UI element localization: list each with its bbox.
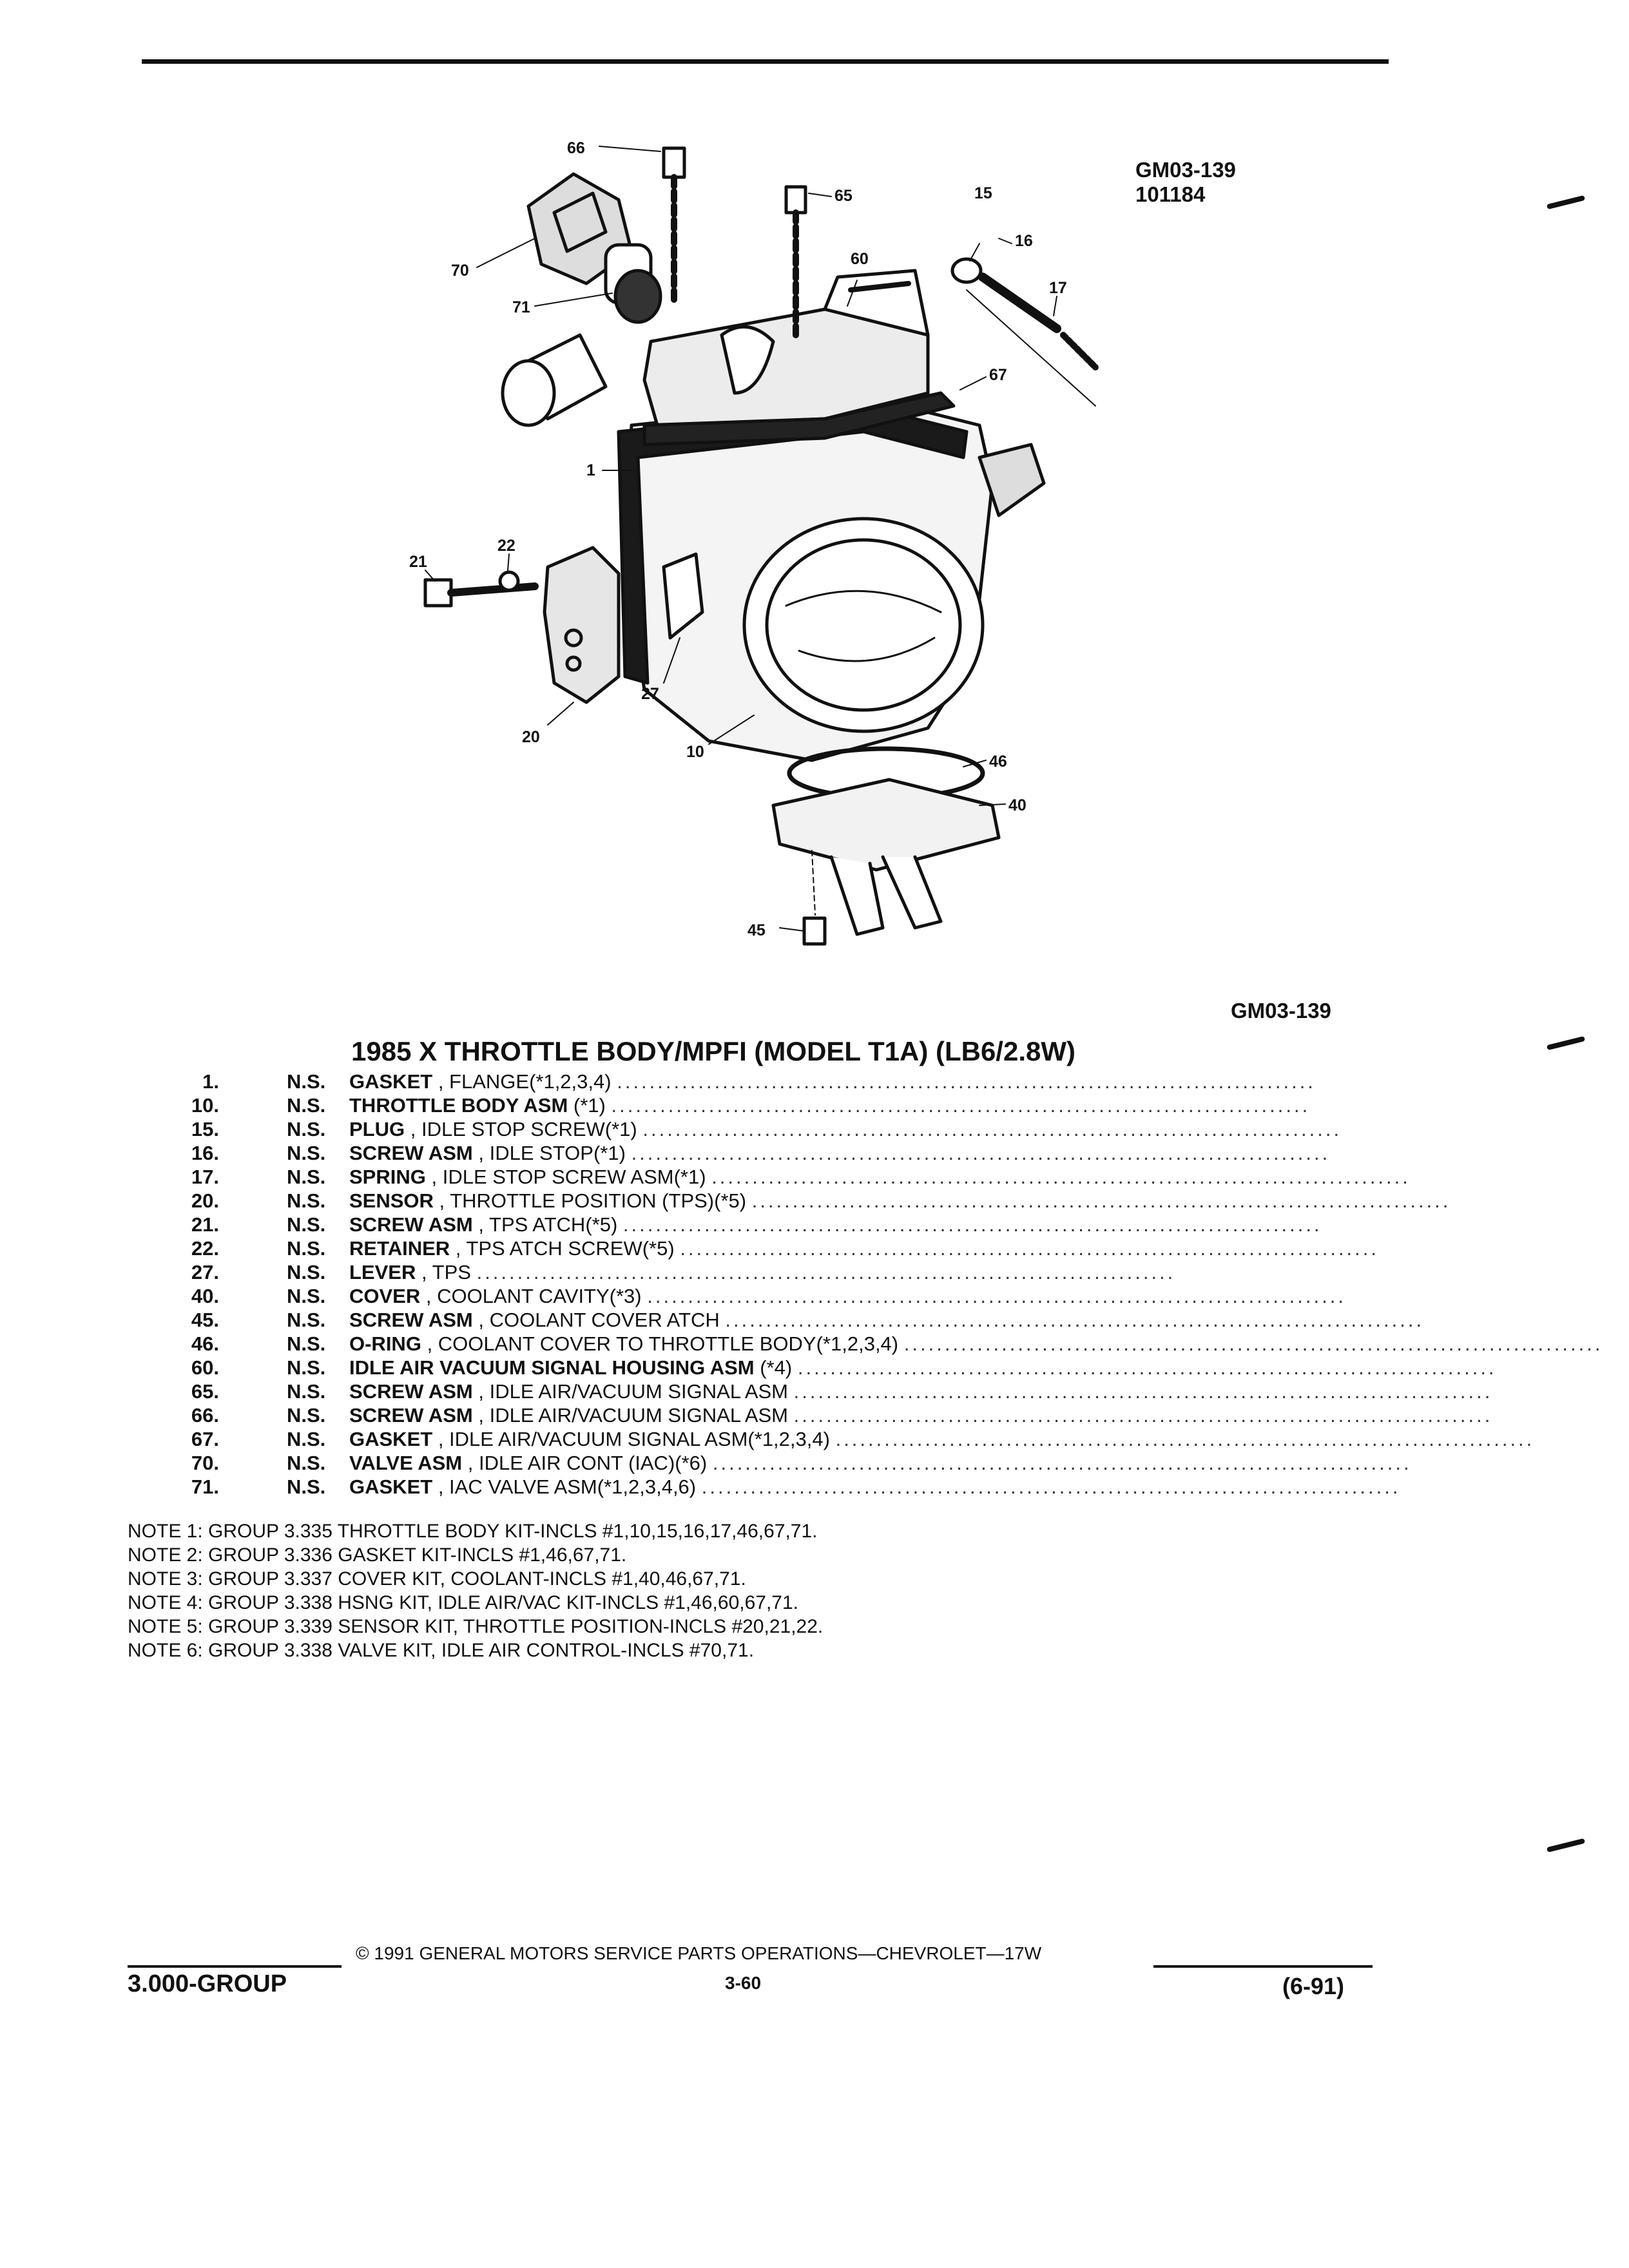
- part-name: GASKET: [349, 1428, 433, 1450]
- part-detail: , COOLANT COVER TO THROTTLE BODY(*1,2,3,4): [427, 1332, 899, 1355]
- part-detail: , COOLANT CAVITY(*3): [425, 1285, 642, 1307]
- callout-65: 65: [834, 187, 853, 205]
- callout-17: 17: [1049, 279, 1067, 297]
- part-row: 22. N.S. RETAINER , TPS ATCH SCREW(*5) ......................................................................................: [191, 1237, 1380, 1260]
- page-number: 3-60: [725, 1973, 762, 1993]
- callout-70: 70: [451, 262, 469, 280]
- part-row: 21. N.S. SCREW ASM , TPS ATCH(*5) ......................................................................................: [191, 1213, 1322, 1236]
- part-name: SCREW ASM: [349, 1309, 473, 1331]
- part-row: 27. N.S. LEVER , TPS ......................................................................................: [191, 1261, 1176, 1283]
- footer-rule-left: [128, 1965, 342, 1968]
- part-name: SCREW ASM: [349, 1213, 473, 1236]
- part-detail: , IDLE AIR/VACUUM SIGNAL ASM(*1,2,3,4): [438, 1428, 830, 1450]
- part-name: SCREW ASM: [349, 1142, 473, 1164]
- part-name: GASKET: [349, 1475, 433, 1498]
- part-detail: , FLANGE(*1,2,3,4): [438, 1070, 612, 1093]
- part-detail: , IAC VALVE ASM(*1,2,3,4,6): [438, 1475, 697, 1498]
- callout-45: 45: [747, 921, 766, 939]
- figure-reference: [1135, 158, 1236, 207]
- part-name: SCREW ASM: [349, 1404, 473, 1427]
- part-name: SPRING: [349, 1166, 426, 1188]
- part-name: RETAINER: [349, 1237, 450, 1260]
- part-row: 66. N.S. SCREW ASM , IDLE AIR/VACUUM SIGNAL ASM ......................................................................................: [191, 1404, 1493, 1427]
- callout-66: 66: [567, 139, 585, 157]
- callout-71: 71: [512, 298, 530, 316]
- callout-46: 46: [989, 753, 1007, 771]
- part-row: 60. N.S. IDLE AIR VACUUM SIGNAL HOUSING ASM (*4) ......................................................................................: [191, 1356, 1497, 1379]
- callout-67: 67: [989, 366, 1007, 384]
- part-detail: , TPS ATCH SCREW(*5): [455, 1237, 675, 1260]
- callout-10: 10: [686, 743, 704, 761]
- part-name: IDLE AIR VACUUM SIGNAL HOUSING ASM: [349, 1356, 755, 1379]
- part-row: 15. N.S. PLUG , IDLE STOP SCREW(*1) ......................................................................................: [191, 1118, 1342, 1140]
- figure-reference-bottom: GM03-139: [1231, 999, 1331, 1023]
- copyright-line: © 1991 GENERAL MOTORS SERVICE PARTS OPERATIONS—CHEVROLET—17W: [356, 1943, 1042, 1963]
- binder-mark: [1547, 1838, 1585, 1852]
- group-label: 3.000-GROUP: [128, 1970, 287, 1997]
- exploded-view-illustration: [361, 122, 1095, 960]
- part-row: 40. N.S. COVER , COOLANT CAVITY(*3) ......................................................................................: [191, 1285, 1346, 1307]
- ref-number: 101184: [1135, 182, 1206, 206]
- part-detail: , COOLANT COVER ATCH: [478, 1309, 720, 1331]
- callout-60: 60: [851, 250, 869, 268]
- part-name: SCREW ASM: [349, 1380, 473, 1403]
- part-name: O-RING: [349, 1332, 421, 1355]
- part-row: 65. N.S. SCREW ASM , IDLE AIR/VACUUM SIGNAL ASM ......................................................................................: [191, 1380, 1493, 1403]
- parts-list: [161, 1070, 1603, 1499]
- part-row: 20. N.S. SENSOR , THROTTLE POSITION (TPS)(*5) ......................................................................................: [191, 1189, 1451, 1212]
- page-title: 1985 X THROTTLE BODY/MPFI (MODEL T1A) (LB6/2.8W): [351, 1036, 1075, 1066]
- note-6: NOTE 6: GROUP 3.338 VALVE KIT, IDLE AIR CONTROL-INCLS #70,71.: [128, 1640, 755, 1661]
- part-name: LEVER: [349, 1261, 416, 1283]
- note-2: NOTE 2: GROUP 3.336 GASKET KIT-INCLS #1,46,67,71.: [128, 1544, 627, 1566]
- part-row: 1. N.S. GASKET , FLANGE(*1,2,3,4) ......................................................................................: [202, 1070, 1316, 1093]
- part-row: 45. N.S. SCREW ASM , COOLANT COVER ATCH ......................................................................................: [191, 1309, 1425, 1331]
- callout-21: 21: [409, 553, 427, 571]
- part-row: 67. N.S. GASKET , IDLE AIR/VACUUM SIGNAL ASM(*1,2,3,4) ......................................................................................: [191, 1428, 1535, 1450]
- part-name: SENSOR: [349, 1189, 434, 1212]
- part-detail: (*4): [760, 1356, 793, 1379]
- part-detail: (*1): [573, 1094, 606, 1117]
- part-detail: , IDLE AIR/VACUUM SIGNAL ASM: [478, 1380, 788, 1403]
- part-row: 71. N.S. GASKET , IAC VALVE ASM(*1,2,3,4,6) ......................................................................................: [191, 1475, 1401, 1498]
- part-name: PLUG: [349, 1118, 405, 1140]
- binder-mark: [1547, 1036, 1585, 1050]
- note-4: NOTE 4: GROUP 3.338 HSNG KIT, IDLE AIR/VAC KIT-INCLS #1,46,60,67,71.: [128, 1592, 798, 1613]
- part-name: VALVE ASM: [349, 1452, 463, 1474]
- notes-section: [128, 1519, 823, 1662]
- part-row: 46. N.S. O-RING , COOLANT COVER TO THROTTLE BODY(*1,2,3,4) ......................................................................................: [191, 1332, 1603, 1355]
- callout-22: 22: [497, 537, 516, 555]
- part-row: 70. N.S. VALVE ASM , IDLE AIR CONT (IAC)(*6) ......................................................................................: [191, 1452, 1412, 1474]
- part-row: 16. N.S. SCREW ASM , IDLE STOP(*1) ......................................................................................: [191, 1142, 1331, 1164]
- ref-code: GM03-139: [1135, 158, 1236, 182]
- part-row: 10. N.S. THROTTLE BODY ASM (*1) ......................................................................................: [191, 1094, 1311, 1117]
- callout-16: 16: [1015, 232, 1033, 250]
- note-5: NOTE 5: GROUP 3.339 SENSOR KIT, THROTTLE POSITION-INCLS #20,21,22.: [128, 1616, 824, 1637]
- part-detail: , TPS: [421, 1261, 471, 1283]
- revision-date: (6-91): [1282, 1973, 1345, 1999]
- part-detail: , THROTTLE POSITION (TPS)(*5): [439, 1189, 747, 1212]
- part-detail: , IDLE STOP SCREW(*1): [410, 1118, 637, 1140]
- callout-1: 1: [586, 461, 595, 479]
- part-detail: , IDLE STOP SCREW ASM(*1): [431, 1166, 706, 1188]
- part-row: 17. N.S. SPRING , IDLE STOP SCREW ASM(*1) ......................................................................................: [191, 1166, 1411, 1188]
- part-detail: , TPS ATCH(*5): [478, 1213, 618, 1236]
- footer-rule-right: [1153, 1965, 1373, 1968]
- part-name: COVER: [349, 1285, 421, 1307]
- binder-mark: [1547, 195, 1585, 209]
- part-name: GASKET: [349, 1070, 433, 1093]
- part-detail: , IDLE AIR/VACUUM SIGNAL ASM: [478, 1404, 788, 1427]
- throttle-body-diagram: [361, 122, 1095, 960]
- callout-27: 27: [641, 685, 659, 703]
- callout-40: 40: [1008, 796, 1027, 814]
- callout-15: 15: [974, 184, 992, 202]
- top-rule: [142, 59, 1389, 64]
- part-detail: , IDLE STOP(*1): [478, 1142, 626, 1164]
- part-detail: , IDLE AIR CONT (IAC)(*6): [467, 1452, 708, 1474]
- note-3: NOTE 3: GROUP 3.337 COVER KIT, COOLANT-INCLS #1,40,46,67,71.: [128, 1568, 746, 1590]
- callout-20: 20: [522, 728, 540, 746]
- note-1: NOTE 1: GROUP 3.335 THROTTLE BODY KIT-INCLS #1,10,15,16,17,46,67,71.: [128, 1521, 818, 1542]
- part-name: THROTTLE BODY ASM: [349, 1094, 568, 1117]
